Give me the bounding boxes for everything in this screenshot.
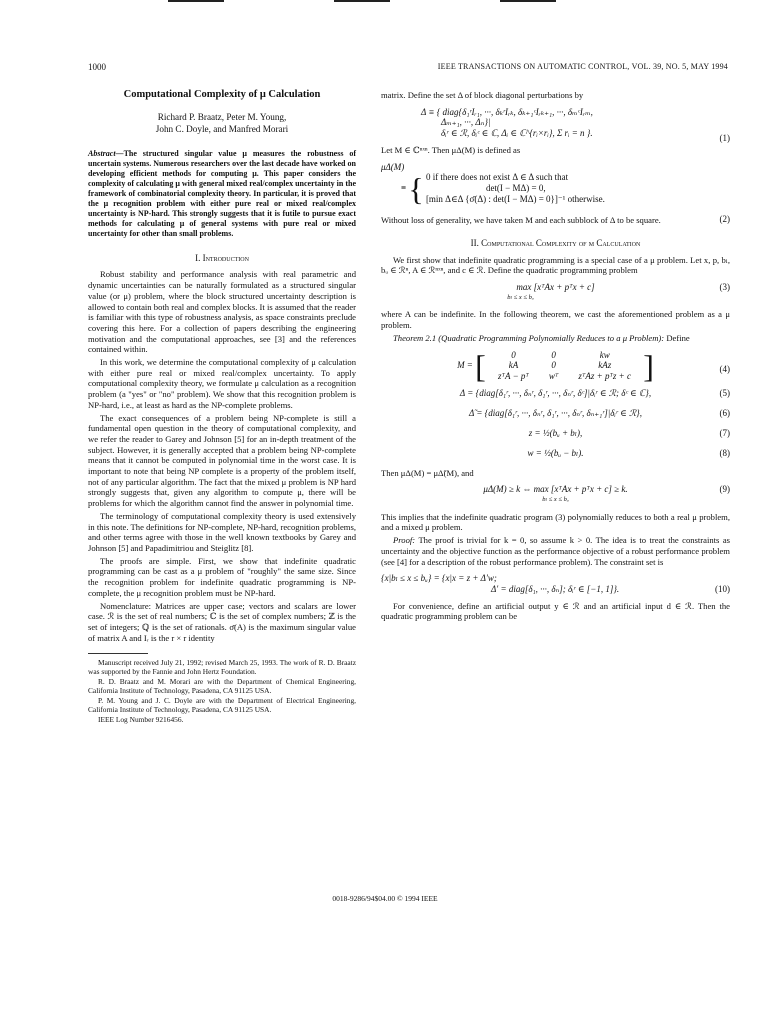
case-1b: det(I − MΔ) = 0,: [485, 183, 546, 194]
matrix-cell: kw: [599, 349, 610, 360]
page-number: 1000: [88, 62, 106, 72]
right-column: [381, 90, 730, 624]
footnote: R. D. Braatz and M. Morari are with the Department of Chemical Engineering, California Institute of Technology, Pasadena, CA 91125 USA.: [88, 677, 356, 696]
proof-text: The proof is trivial for k = 0, so assume k > 0. The idea is to treat the constraints as uncertainty and the objective function as the performance objective of a robust performance problem (see [4] for a description of the robust performance problem). The constraint set is: [381, 535, 730, 567]
matrix-cell: zᵀAz + pᵀz + c: [578, 370, 632, 381]
equation-number: (10): [715, 584, 730, 595]
paragraph: We first show that indefinite quadratic programming is a special case of a μ problem. Let x, p, bₗ, bᵤ ∈ ℛⁿ, A ∈ ℛⁿˣⁿ, and c ∈ ℛ. Define the quadratic programming problem: [381, 254, 730, 276]
equation-5: [381, 388, 730, 402]
equation-10: [381, 573, 730, 594]
equation-number: (5): [719, 387, 730, 398]
equation-number: (4): [719, 363, 730, 374]
mu-definition-label: μΔ(M): [381, 161, 405, 172]
matrix-cell: 0: [551, 349, 556, 360]
paragraph: The proofs are simple. First, we show that indefinite quadratic programming can be cast as a μ problem of "roughly" the same size. Since the recognition problem for indefinite quadratic programming is NP-complete, the μ recognition problem must be NP-hard.: [88, 555, 356, 598]
paragraph: Let M ∈ ℂⁿˣⁿ. Then μΔ(M) is defined as: [381, 144, 521, 155]
equation-5-body: Δ = {diag[δ₁ʳ, ···, δₙʳ, δ₁ʳ, ···, δₙʳ, δᶜ]|δᵢʳ ∈ ℛ; δᶜ ∈ ℂ},: [459, 387, 652, 398]
case-2: [min Δ∈Δ {σ̄(Δ) : det(I − MΔ) = 0}]⁻¹ otherwise.: [425, 194, 605, 205]
matrix-M: [488, 350, 641, 382]
footnote: P. M. Young and J. C. Doyle are with the Department of Electrical Engineering, California Institute of Technology, Pasadena, CA 91125 USA.: [88, 696, 356, 715]
paragraph: This implies that the indefinite quadratic program (3) polynomially reduces to both a real μ problem, and a mixed μ problem.: [381, 511, 730, 533]
matrix-cell: kA: [508, 360, 519, 371]
paragraph: In this work, we determine the computational complexity of μ calculation with either pure real or mixed real/complex uncertainty. To apply computational complexity theory, we formulate μ calculation as a recognition problem (a "yes" or "no" problem). We show that this recognition problem is NP-hard, i.e., at least as hard as the NP-complete problems.: [88, 357, 356, 410]
equation-3-subscript: bₗ ≤ x ≤ bᵤ: [507, 293, 534, 301]
paragraph: For convenience, define an artificial output y ∈ ℛ and an artificial input d ∈ ℛ. Then the quadratic programming problem can be: [381, 600, 730, 622]
equation-number: (9): [719, 484, 730, 495]
equation-6: [381, 408, 730, 422]
cases: [426, 172, 605, 205]
matrix-cell: 0: [511, 349, 516, 360]
equation-number: (1): [719, 132, 730, 143]
author-line-1: Richard P. Braatz, Peter M. Young,: [157, 111, 287, 122]
equation-4-lhs: M =: [457, 359, 473, 370]
theorem: [381, 333, 730, 344]
abstract: [88, 149, 356, 239]
paragraph: where A can be indefinite. In the following theorem, we cast the aforementioned problem as a μ problem.: [381, 309, 730, 331]
equation-number: (7): [719, 427, 730, 438]
author-list: [88, 111, 356, 135]
abstract-lead: Abstract—: [88, 148, 124, 158]
equation-9-subscript: bₗ ≤ x ≤ bᵤ: [542, 496, 569, 504]
proof-label: Proof:: [393, 535, 416, 546]
section-heading-complexity: II. Computational Complexity of μ Calculation: [470, 237, 641, 248]
paper-title: Computational Complexity of μ Calculation: [123, 89, 321, 100]
paragraph-nomenclature: Nomenclature: Matrices are upper case; vectors and scalars are lower case. ℛ is the set of real numbers; ℂ is the set of complex numbers; ℤ is the set of integers; ℚ is the set of rationals. σ̄(A) is the maximum singular value of matrix A and Iᵣ is the r × r identity: [88, 600, 356, 643]
left-brace: {: [408, 170, 424, 207]
equation-10-line-1: {x|bₗ ≤ x ≤ bᵤ} = {x|x = z + Δ′w;: [381, 573, 497, 584]
matrix-cell: wᵀ: [548, 370, 559, 381]
top-rule-1: [168, 0, 224, 2]
equation-1-line-2: Δₘ₊₁, ···, Δₙ}|: [441, 117, 491, 128]
case-1: 0 if there does not exist Δ ∈ Δ such that: [425, 172, 569, 183]
matrix-cell: 0: [551, 360, 556, 371]
theorem-define: Define: [666, 332, 690, 343]
equation-10-line-2: Δ′ = diag[δ₁, ···, δₙ]; δᵢʳ ∈ [−1, 1]}.: [491, 583, 620, 594]
journal-header: IEEE TRANSACTIONS ON AUTOMATIC CONTROL, VOL. 39, NO. 5, MAY 1994: [437, 62, 728, 71]
paragraph: matrix. Define the set Δ of block diagonal perturbations by: [381, 90, 584, 100]
equation-3: [381, 282, 730, 303]
equation-7: [381, 428, 730, 442]
equation-3-body: max [xᵀAx + pᵀx + c]: [516, 282, 595, 293]
paragraph: The terminology of computational complexity theory is used extensively in this note. The definitions for NP-complete, NP-hard, recognition problems, and other terms agree with those in the well known textbooks by Garey and Johnson [5] and Papadimitriou and Steiglitz [8].: [88, 510, 356, 553]
equation-number: (3): [719, 282, 730, 293]
footnote: Manuscript received July 21, 1992; revised March 25, 1993. The work of R. D. Braatz was supported by the Fannie and John Hertz Foundation.: [88, 658, 356, 677]
equation-7-body: z = ½(bᵤ + bₗ),: [528, 427, 583, 438]
equation-8-body: w = ½(bᵤ − bₗ).: [527, 447, 584, 458]
equation-1-line-3: δᵢʳ ∈ ℛ, δᵢᶜ ∈ ℂ, Δᵢ ∈ ℂ^{rᵢ×rᵢ}, Σ rᵢ = n }.: [441, 128, 593, 139]
paragraph: Then μΔ(M) = μΔ̃(M), and: [381, 467, 474, 478]
equation-4: [381, 347, 730, 384]
matrix-cell: zᵀA − pᵀ: [498, 370, 529, 381]
abstract-text: The structured singular value μ measures the robustness of uncertain systems. Numerous researchers over the last decade have worked on developing efficient methods for computing μ. This paper considers the complexity of calculating μ with general mixed real/complex uncertainty in the framework of combinatorial complexity theory. In particular, it is proved that the μ recognition problem with either pure real or mixed real/complex uncertainty is NP-hard. This strongly suggests that it is futile to pursue exact methods for calculating μ of general systems with pure real or mixed uncertainty for other than small problems.: [88, 148, 356, 238]
equation-number: (8): [719, 447, 730, 458]
footnote: IEEE Log Number 9216456.: [98, 715, 184, 725]
equation-9-body: μΔ(M) ≥ k ⇔ max [xᵀAx + pᵀx + c] ≥ k.: [483, 484, 628, 495]
paragraph: Robust stability and performance analysis with real parametric and dynamic uncertainties can be naturally formulated as a structured singular value (or μ) problem, where the block structured uncertainty description is allowed to contain both real and complex blocks. It is assumed that the reader is familiar with this type of robustness analysis, as space constraints preclude covering this here. For a collection of papers describing the engineering motivation and the computational approaches, see [3] and the references contained within.: [88, 269, 356, 355]
top-rule-2: [334, 0, 390, 2]
paragraph: Without loss of generality, we have taken M and each subblock of Δ to be square.: [381, 215, 661, 226]
equation-number: (2): [719, 213, 730, 224]
matrix-cell: kAz: [598, 360, 612, 371]
footnote-rule: [88, 653, 148, 654]
left-bracket: [: [475, 347, 486, 384]
equation-1-line-1: Δ ≡ { diag{δ₁ʳIᵣ₁, ···, δₖʳIᵣₖ, δₖ₊₁ᶜIᵣₖ₊₁, ···, δₘᶜIᵣₘ,: [421, 106, 593, 117]
theorem-label: Theorem 2.1 (Quadratic Programming Polynomially Reduces to a μ Problem):: [393, 332, 665, 343]
equation-6-body: Δ̃ = {diag[δ₁ʳ, ···, δₙʳ, δ₁ʳ, ···, δₙʳ, δₙ₊₁ʳ]|δᵢʳ ∈ ℛ},: [468, 407, 643, 418]
paragraph: The exact consequences of a problem being NP-complete is still a fundamental open question in the theory of computational complexity, and we refer the reader to Garey and Johnson [5] for an in-depth treatment of the subject. However, it is generally accepted that a problem being NP-complete means that it cannot be computed in polynomial time in the worst case. It is important to note that being NP complete is a property of the problem itself, not of any particular algorithm. The fact that the mixed μ problem is NP hard strongly suggests that, given any algorithm to compute μ, there will be problems for which the algorithm cannot find the answer in polynomial time.: [88, 412, 356, 509]
proof: [381, 535, 730, 567]
equation-2: μΔ(M) ≡ { 0 if there does not exist Δ ∈ Δ such that det(I − MΔ) = 0, [min Δ∈Δ {σ̄(Δ) : det(I − MΔ) = 0}]⁻¹ otherwise. (2): [381, 161, 730, 224]
equation-1: [381, 106, 730, 143]
equation-number: (6): [719, 407, 730, 418]
equation-9: [381, 484, 730, 505]
right-bracket: ]: [643, 347, 654, 384]
equation-8: [381, 448, 730, 462]
top-rule-3: [500, 0, 556, 2]
section-heading-intro: I. Introduction: [195, 252, 249, 263]
copyright-footer: 0018-9286/94$04.00 © 1994 IEEE: [332, 894, 438, 903]
author-line-2: John C. Doyle, and Manfred Morari: [155, 123, 289, 134]
left-column: [88, 90, 356, 725]
